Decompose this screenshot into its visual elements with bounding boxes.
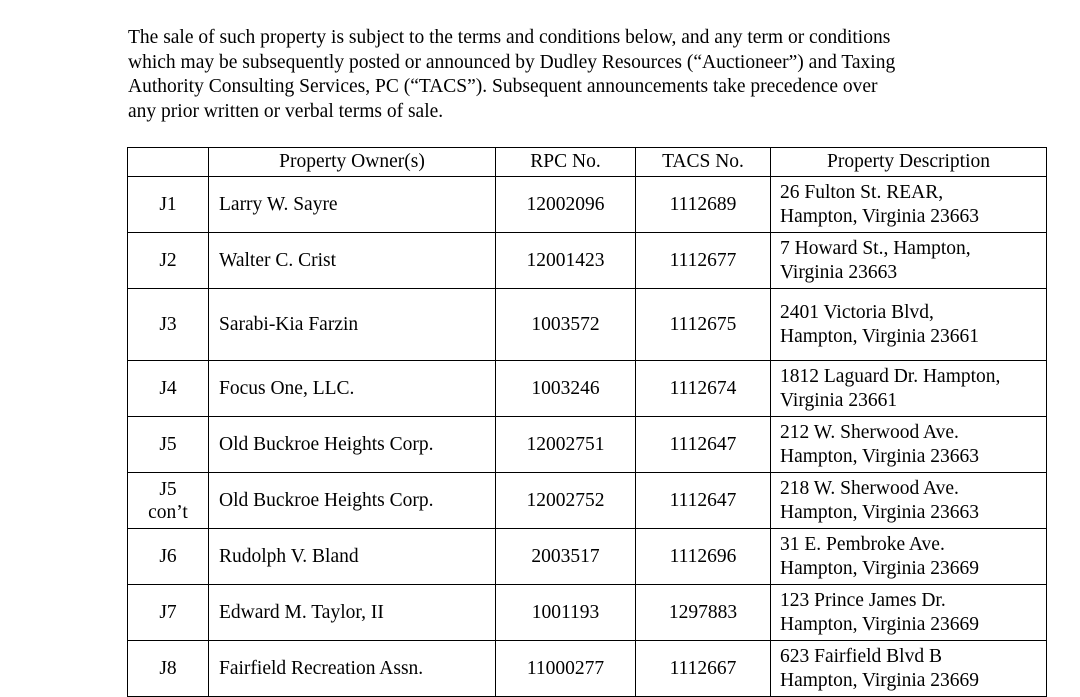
description-line: Virginia 23663 (780, 261, 898, 283)
cell-rpc: 1003572 (496, 289, 636, 361)
description-line: 2401 Victoria Blvd, (780, 301, 934, 323)
intro-paragraph (128, 26, 958, 124)
table-row (128, 177, 1047, 233)
cell-description (771, 289, 1047, 361)
lot-number-line: J5 (159, 434, 177, 455)
cell-rpc: 12002752 (496, 473, 636, 529)
cell-description (771, 641, 1047, 697)
description-line: Hampton, Virginia 23663 (780, 445, 980, 467)
description-line: Virginia 23661 (780, 389, 898, 411)
cell-tacs: 1112647 (636, 417, 771, 473)
property-table (127, 147, 1047, 697)
cell-owner: Edward M. Taylor, II (209, 585, 496, 641)
cell-lot-number (128, 529, 209, 585)
cell-lot-number (128, 585, 209, 641)
intro-line: The sale of such property is subject to the terms and conditions below, and any term or conditions (128, 27, 891, 48)
table-row (128, 289, 1047, 361)
cell-lot-number (128, 289, 209, 361)
header-number (128, 148, 209, 177)
intro-line: any prior written or verbal terms of sale. (128, 100, 444, 122)
table-row (128, 529, 1047, 585)
table-row (128, 361, 1047, 417)
lot-number-line: J3 (159, 314, 177, 335)
header-description: Property Description (771, 148, 1047, 177)
cell-lot-number (128, 361, 209, 417)
header-rpc: RPC No. (496, 148, 636, 177)
cell-owner: Focus One, LLC. (209, 361, 496, 417)
cell-rpc: 12001423 (496, 233, 636, 289)
cell-owner: Sarabi-Kia Farzin (209, 289, 496, 361)
description-line: Hampton, Virginia 23663 (780, 205, 980, 227)
cell-description (771, 233, 1047, 289)
description-line: Hampton, Virginia 23669 (780, 669, 980, 691)
cell-tacs: 1112647 (636, 473, 771, 529)
cell-rpc: 1003246 (496, 361, 636, 417)
description-line: Hampton, Virginia 23669 (780, 557, 980, 579)
header-owner: Property Owner(s) (209, 148, 496, 177)
description-line: 31 E. Pembroke Ave. (780, 533, 945, 555)
description-line: 1812 Laguard Dr. Hampton, (780, 365, 1001, 387)
cell-owner: Rudolph V. Bland (209, 529, 496, 585)
description-line: 212 W. Sherwood Ave. (780, 421, 959, 443)
cell-tacs: 1112689 (636, 177, 771, 233)
table-row (128, 233, 1047, 289)
description-line: 218 W. Sherwood Ave. (780, 477, 959, 499)
description-line: 7 Howard St., Hampton, (780, 237, 971, 259)
cell-owner: Fairfield Recreation Assn. (209, 641, 496, 697)
cell-owner: Old Buckroe Heights Corp. (209, 417, 496, 473)
cell-tacs: 1112696 (636, 529, 771, 585)
cell-description (771, 361, 1047, 417)
lot-number-line: J6 (159, 546, 177, 567)
cell-rpc: 2003517 (496, 529, 636, 585)
cell-lot-number (128, 641, 209, 697)
cell-lot-number (128, 177, 209, 233)
cell-lot-number (128, 233, 209, 289)
cell-tacs: 1112667 (636, 641, 771, 697)
cell-rpc: 12002096 (496, 177, 636, 233)
table-row (128, 641, 1047, 697)
table-header-row (128, 148, 1047, 177)
description-line: Hampton, Virginia 23669 (780, 613, 980, 635)
cell-rpc: 12002751 (496, 417, 636, 473)
lot-number-line: J1 (159, 194, 177, 215)
intro-line: Authority Consulting Services, PC (“TACS”). Subsequent announcements take precedence over (128, 76, 878, 97)
cell-description (771, 585, 1047, 641)
cell-tacs: 1297883 (636, 585, 771, 641)
description-line: Hampton, Virginia 23663 (780, 501, 980, 523)
table-row (128, 473, 1047, 529)
cell-description (771, 529, 1047, 585)
intro-line: which may be subsequently posted or announced by Dudley Resources (“Auctioneer”) and Taxing (128, 51, 896, 73)
cell-rpc: 11000277 (496, 641, 636, 697)
cell-lot-number (128, 417, 209, 473)
cell-description (771, 473, 1047, 529)
table-row (128, 585, 1047, 641)
lot-number-line: J4 (159, 378, 177, 399)
cell-tacs: 1112677 (636, 233, 771, 289)
cell-description (771, 177, 1047, 233)
description-line: 123 Prince James Dr. (780, 589, 946, 611)
lot-number-line: con’t (148, 501, 188, 523)
table-body (128, 177, 1047, 697)
description-line: Hampton, Virginia 23661 (780, 325, 980, 347)
cell-owner: Larry W. Sayre (209, 177, 496, 233)
cell-tacs: 1112674 (636, 361, 771, 417)
header-tacs: TACS No. (636, 148, 771, 177)
description-line: 26 Fulton St. REAR, (780, 181, 944, 203)
cell-owner: Old Buckroe Heights Corp. (209, 473, 496, 529)
cell-tacs: 1112675 (636, 289, 771, 361)
cell-lot-number (128, 473, 209, 529)
lot-number-line: J7 (159, 602, 177, 623)
cell-rpc: 1001193 (496, 585, 636, 641)
cell-description (771, 417, 1047, 473)
description-line: 623 Fairfield Blvd B (780, 645, 942, 667)
lot-number-line: J8 (159, 658, 177, 679)
cell-owner: Walter C. Crist (209, 233, 496, 289)
table-row (128, 417, 1047, 473)
lot-number-line: J5 (159, 478, 177, 500)
lot-number-line: J2 (159, 250, 177, 271)
